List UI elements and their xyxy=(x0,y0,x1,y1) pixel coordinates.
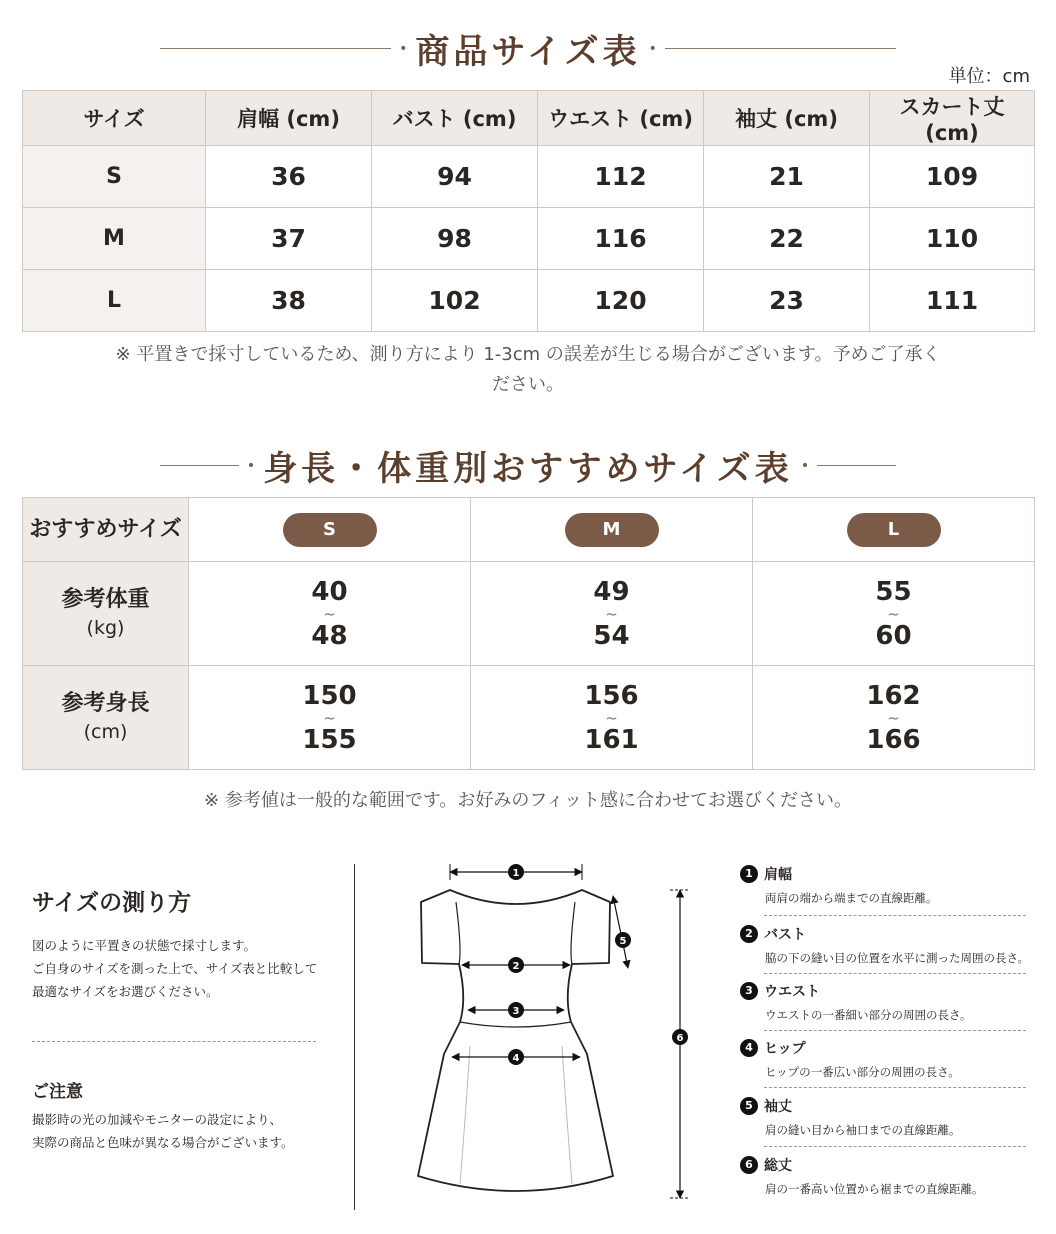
table-cell: 102 xyxy=(372,270,538,332)
svg-text:3: 3 xyxy=(512,1006,520,1017)
title-divider-left xyxy=(160,465,239,466)
weight-range-l: 55 ~ 60 xyxy=(753,562,1035,666)
measurement-error-note: ※ 平置きで採寸しているため、測り方により 1-3cm の誤差が生じる場合がございます。予めご了承く ださい。 xyxy=(115,344,941,395)
dress-outline xyxy=(418,890,613,1191)
size-pill-l: L xyxy=(847,513,941,547)
recommend-title: 身長・体重別おすすめサイズ表 xyxy=(263,449,793,489)
header-bust: バスト (cm) xyxy=(372,91,538,146)
table-cell: 22 xyxy=(704,208,870,270)
title-divider-right xyxy=(665,48,896,49)
table-cell: 94 xyxy=(372,146,538,208)
size-chart-title: 商品サイズ表 xyxy=(415,32,641,72)
number-5-icon: 5 xyxy=(740,1097,758,1115)
size-label: L xyxy=(23,270,206,332)
svg-text:2: 2 xyxy=(512,961,520,972)
header-shoulder: 肩幅 (cm) xyxy=(206,91,372,146)
list-item: 1 肩幅 両肩の端から端までの直線距離。 xyxy=(740,864,1026,906)
table-row xyxy=(23,146,1035,208)
table-cell: 116 xyxy=(538,208,704,270)
table-cell: 98 xyxy=(372,208,538,270)
size-label: M xyxy=(23,208,206,270)
svg-text:4: 4 xyxy=(512,1053,520,1064)
notice-title: ご注意 xyxy=(32,1082,83,1102)
table-cell: 112 xyxy=(538,146,704,208)
table-cell: 111 xyxy=(870,270,1035,332)
diagram-marker-3 xyxy=(508,1002,524,1018)
howto-title: サイズの測り方 xyxy=(32,890,192,916)
weight-range-s: 40 ~ 48 xyxy=(189,562,471,666)
list-item: 3 ウエスト ウエストの一番細い部分の周囲の長さ。 xyxy=(740,981,1026,1023)
number-2-icon: 2 xyxy=(740,925,758,943)
diagram-marker-6 xyxy=(672,1029,688,1045)
diagram-marker-5 xyxy=(615,932,631,948)
list-item: 5 袖丈 肩の縫い目から袖口までの直線距離。 xyxy=(740,1096,1026,1138)
table-row xyxy=(23,666,1035,770)
list-item: 2 バスト 脇の下の縫い目の位置を水平に測った周囲の長さ。 xyxy=(740,924,1026,966)
size-label: S xyxy=(23,146,206,208)
svg-text:5: 5 xyxy=(619,936,627,947)
howto-text: 図のように平置きの状態で採寸します。 ご自身のサイズを測った上で、サイズ表と比較して 最適なサイズをお選びください。 xyxy=(32,938,318,999)
recommend-size-label: おすすめサイズ xyxy=(23,498,189,562)
table-cell: 38 xyxy=(206,270,372,332)
diagram-marker-2 xyxy=(508,957,524,973)
header-skirt-length: スカート丈 (cm) xyxy=(870,91,1035,146)
vertical-divider xyxy=(354,864,355,1210)
list-item: 4 ヒップ ヒップの一番広い部分の周囲の長さ。 xyxy=(740,1038,1026,1080)
diagram-marker-1 xyxy=(508,864,524,880)
header-waist: ウエスト (cm) xyxy=(538,91,704,146)
section-separator xyxy=(32,1041,316,1042)
size-pill-m: M xyxy=(565,513,659,547)
number-6-icon: 6 xyxy=(740,1156,758,1174)
table-row xyxy=(23,562,1035,666)
recommend-title-row: • 身長・体重別おすすめサイズ表 • xyxy=(160,441,896,490)
weight-label: 参考体重 (kg) xyxy=(23,562,189,666)
unit-label: 単位：cm xyxy=(948,66,1030,87)
diagram-marker-4 xyxy=(508,1049,524,1065)
header-size: サイズ xyxy=(23,91,206,146)
height-range-m: 156 ~ 161 xyxy=(471,666,753,770)
measurement-legend xyxy=(740,864,1030,1210)
size-table-header-row xyxy=(23,91,1035,146)
list-item: 6 総丈 肩の一番高い位置から裾までの直線距離。 xyxy=(740,1155,1026,1197)
table-cell: 21 xyxy=(704,146,870,208)
height-label: 参考身長 (cm) xyxy=(23,666,189,770)
title-divider-right xyxy=(817,465,896,466)
size-chart-title-row: • 商品サイズ表 • xyxy=(160,24,896,73)
table-cell: 36 xyxy=(206,146,372,208)
table-cell: 23 xyxy=(704,270,870,332)
header-sleeve: 袖丈 (cm) xyxy=(704,91,870,146)
reference-note: ※ 参考値は一般的な範囲です。お好みのフィット感に合わせてお選びください。 xyxy=(204,790,852,811)
table-cell: 120 xyxy=(538,270,704,332)
number-3-icon: 3 xyxy=(740,982,758,1000)
number-4-icon: 4 xyxy=(740,1039,758,1057)
recommend-size-table xyxy=(22,497,1035,770)
number-1-icon: 1 xyxy=(740,865,758,883)
table-cell: 110 xyxy=(870,208,1035,270)
size-pill-s: S xyxy=(283,513,377,547)
svg-text:6: 6 xyxy=(676,1033,684,1044)
svg-text:1: 1 xyxy=(512,868,520,879)
size-table xyxy=(22,90,1035,332)
weight-range-m: 49 ~ 54 xyxy=(471,562,753,666)
table-cell: 37 xyxy=(206,208,372,270)
table-row xyxy=(23,498,1035,562)
notice-text: 撮影時の光の加減やモニターの設定により、 実際の商品と色味が異なる場合がございます。 xyxy=(32,1112,294,1150)
height-range-l: 162 ~ 166 xyxy=(753,666,1035,770)
table-cell: 109 xyxy=(870,146,1035,208)
dress-diagram xyxy=(360,850,720,1220)
height-range-s: 150 ~ 155 xyxy=(189,666,471,770)
title-divider-left xyxy=(160,48,391,49)
table-row xyxy=(23,270,1035,332)
table-row xyxy=(23,208,1035,270)
